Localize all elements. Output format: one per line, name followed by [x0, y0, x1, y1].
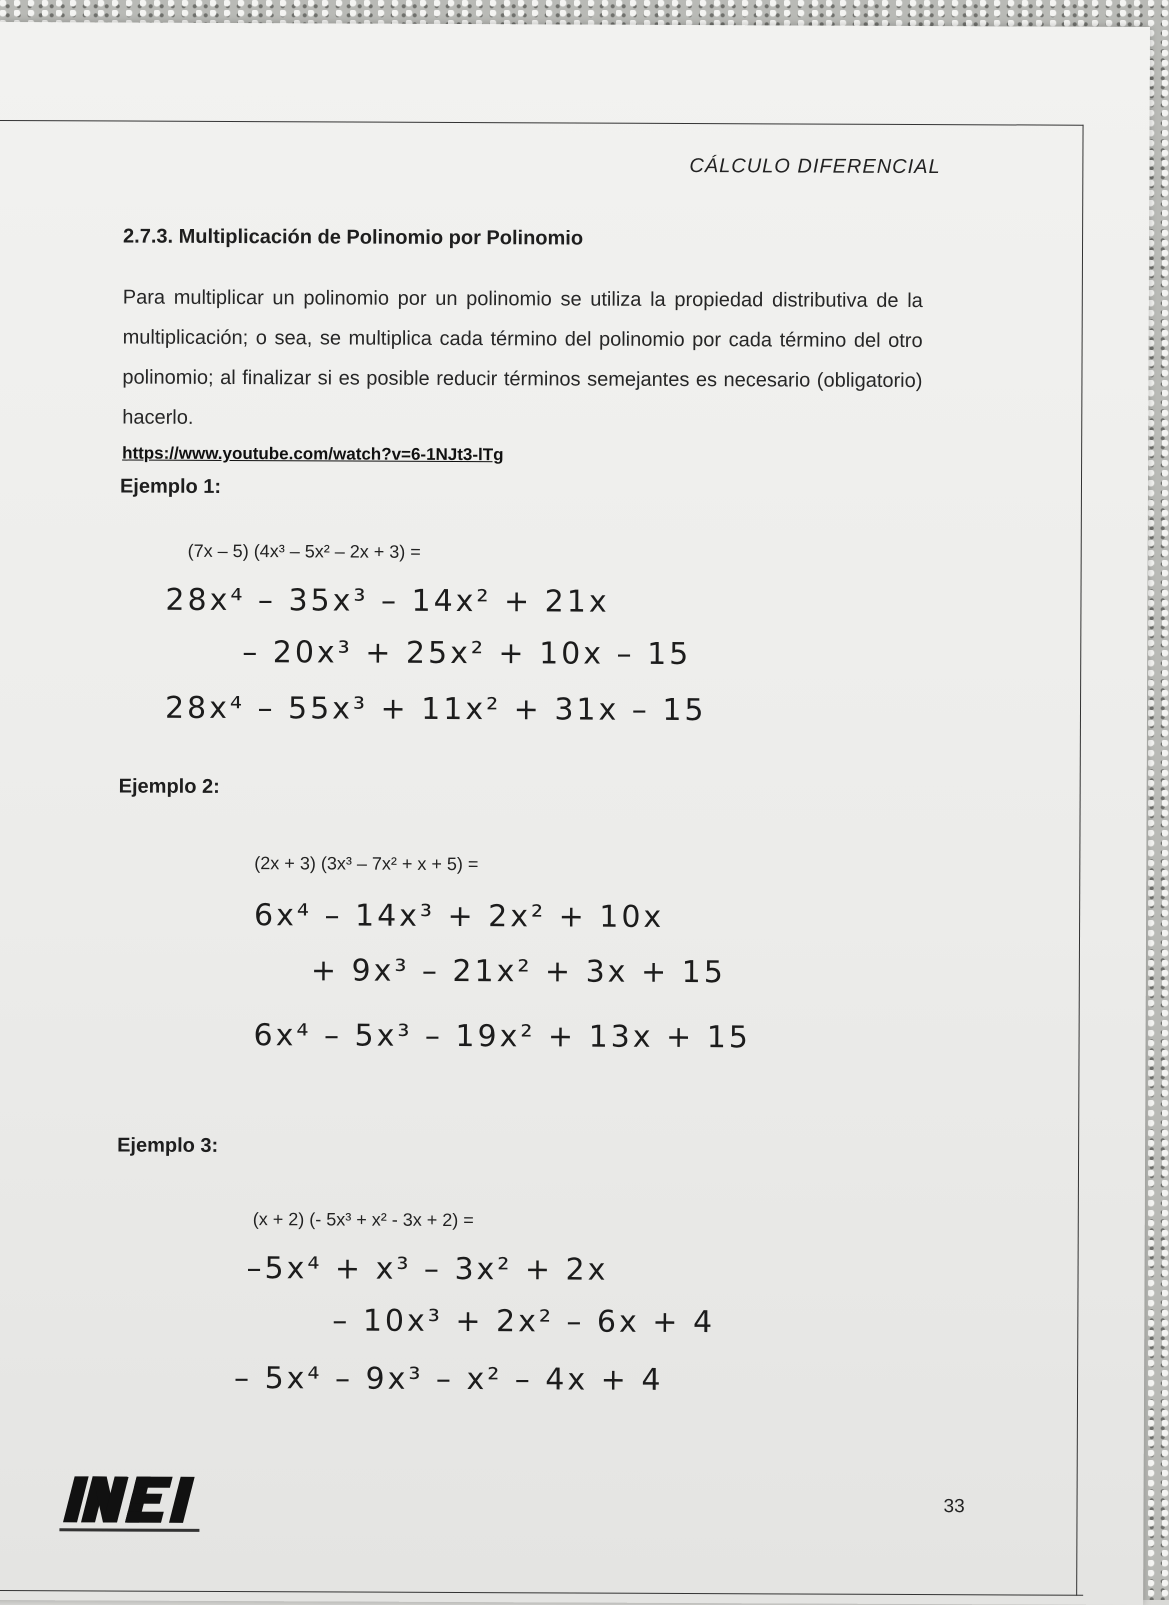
example-3-handwritten-line-1: –5x⁴ + x³ – 3x² + 2x	[246, 1251, 609, 1288]
section-title: 2.7.3. Multiplicación de Polinomio por Polinomio	[123, 225, 584, 250]
example-1-label: Ejemplo 1:	[119, 475, 222, 498]
example-1-handwritten-line-2: – 20x³ + 25x² + 10x – 15	[242, 635, 692, 673]
example-3-handwritten-line-2: – 10x³ + 2x² – 6x + 4	[332, 1303, 716, 1341]
example-1-handwritten-result: 28x⁴ – 55x³ + 11x² + 31x – 15	[164, 690, 707, 729]
page-header: CÁLCULO DIFERENCIAL	[689, 155, 941, 179]
example-2-handwritten-result: 6x⁴ – 5x³ – 19x² + 13x + 15	[253, 1018, 752, 1056]
example-2-handwritten-line-2: + 9x³ – 21x² + 3x + 15	[310, 953, 726, 991]
example-3-problem: (x + 2) (- 5x³ + x² - 3x + 2) =	[252, 1209, 474, 1231]
document-page	[0, 22, 1150, 1605]
inei-logo	[55, 1472, 225, 1541]
example-3-handwritten-result: – 5x⁴ – 9x³ – x² – 4x + 4	[234, 1361, 664, 1398]
intro-paragraph: Para multiplicar un polinomio por un polinomio se utiliza la propiedad distributiva de la multiplicación; o sea, se multiplica cada término del polinomio por cada término del otro polinomio; al finalizar si es posible reducir términos semejantes es necesario (obligatorio) hacerlo.	[122, 286, 923, 429]
example-2-label: Ejemplo 2:	[118, 775, 220, 798]
youtube-link[interactable]: https://www.youtube.com/watch?v=6-1NJt3-lTg	[122, 443, 504, 465]
example-1-problem: (7x – 5) (4x³ – 5x² – 2x + 3) =	[187, 540, 421, 562]
example-2-problem: (2x + 3) (3x³ – 7x² + x + 5) =	[254, 853, 479, 875]
example-3-label: Ejemplo 3:	[117, 1134, 219, 1157]
example-2-handwritten-line-1: 6x⁴ – 14x³ + 2x² + 10x	[254, 898, 665, 935]
page-number: 33	[943, 1496, 965, 1518]
example-1-handwritten-line-1: 28x⁴ – 35x³ – 14x² + 21x	[165, 582, 610, 620]
